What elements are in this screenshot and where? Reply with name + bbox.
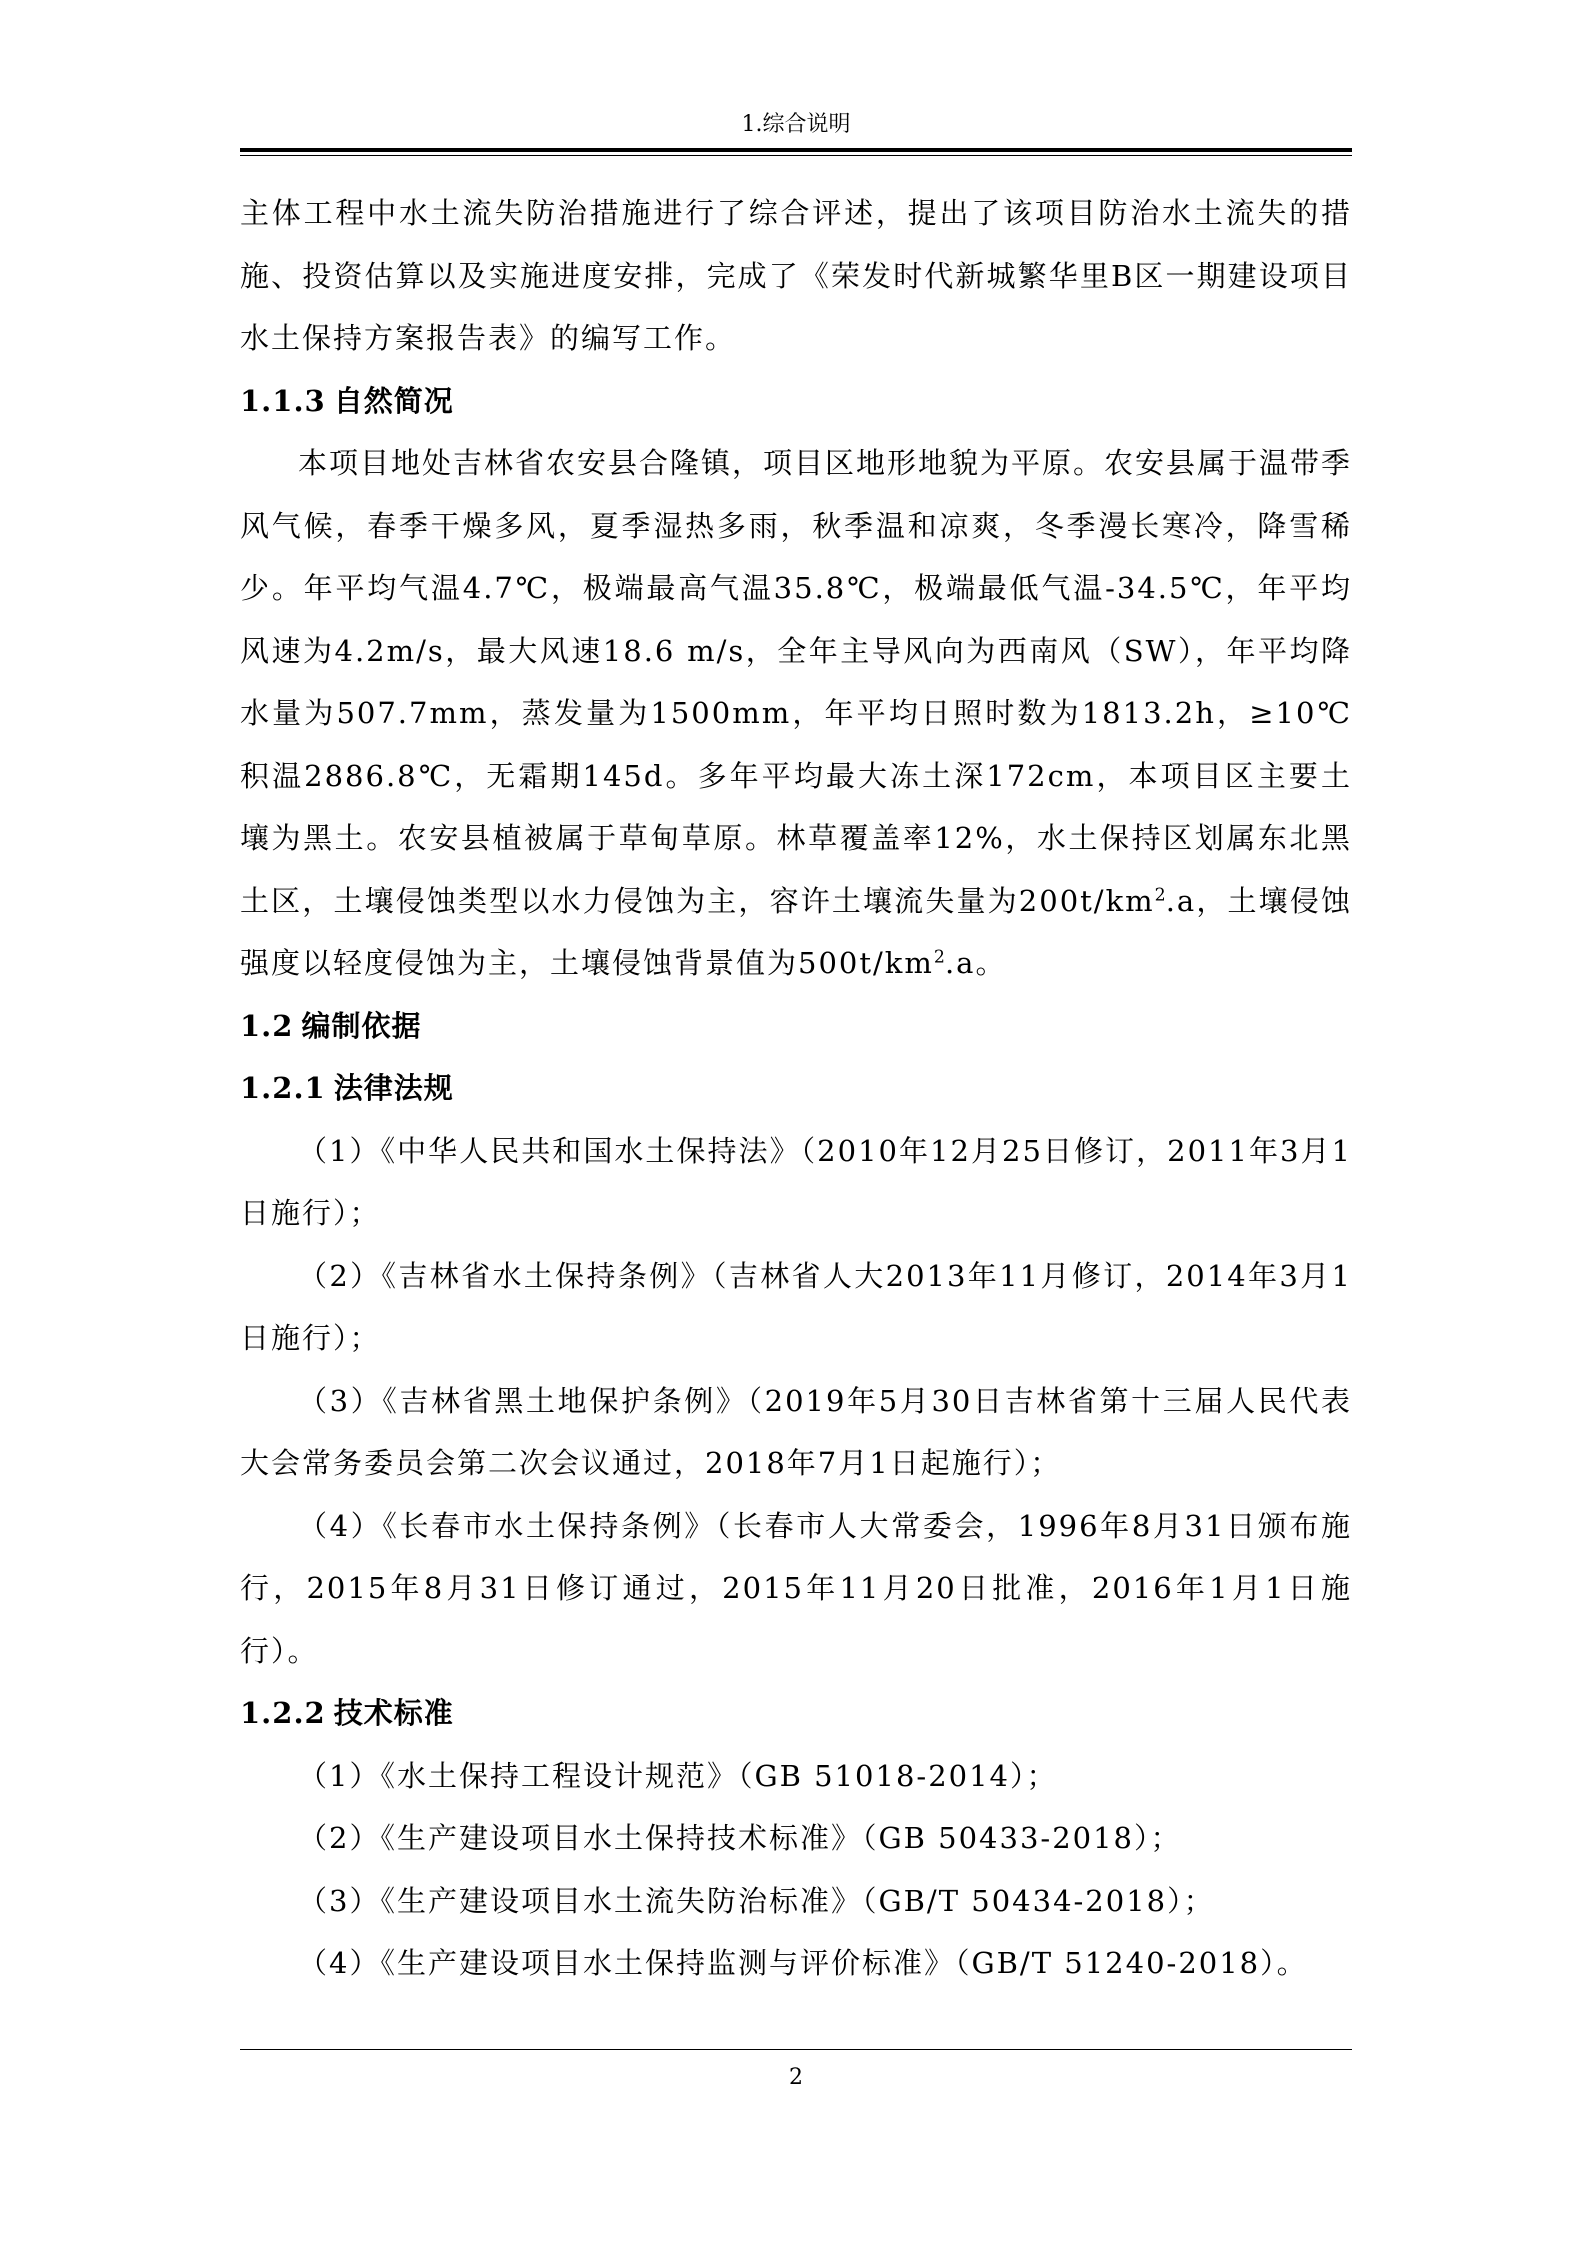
standard-item: （1）《水土保持工程设计规范》（GB 51018-2014）； <box>298 1758 1058 1793</box>
section-heading-1-1-3 <box>240 370 1352 433</box>
section-number: 1.2.1 <box>240 1071 326 1105</box>
paragraph-text: 本项目地处吉林省农安县合隆镇，项目区地形地貌为平原。农安县属于温带季风气候，春季干燥多风，夏季湿热多雨，秋季温和凉爽，冬季漫长寒冷，降雪稀少。年平均气温4.7℃，极端最高气温35.8℃，极端最低气温-34.5℃，年平均风速为4.2m/s，最大风速18.6 m/s，全年主导风向为西南风（SW），年平均降水量为507.7mm，蒸发量为1500mm，年平均日照时数为1813.2h，≥10℃积温2886.8℃，无霜期145d。多年平均最大冻土深172cm，本项目区主要土壤为黑土。农安县植被属于草甸草原。林草覆盖率12%，水土保持区划属东北黑土区，土壤侵蚀类型以水力侵蚀为主，容许土壤流失量为200t/km <box>240 446 1353 918</box>
natural-overview-paragraph <box>240 432 1352 995</box>
section-title: 编制依据 <box>301 1008 422 1043</box>
section-title: 法律法规 <box>333 1071 454 1105</box>
continued-paragraph: 主体工程中水土流失防治措施进行了综合评述，提出了该项目防治水土流失的措施、投资估算以及实施进度安排，完成了《荣发时代新城繁华里B区一期建设项目水土保持方案报告表》的编写工作。 <box>240 196 1352 355</box>
law-item: （1）《中华人民共和国水土保持法》（2010年12月25日修订，2011年3月1日施行）； <box>240 1133 1352 1230</box>
section-heading-1-2-1 <box>240 1057 1352 1120</box>
law-item: （3）《吉林省黑土地保护条例》（2019年5月30日吉林省第十三届人民代表大会常务委员会第二次会议通过，2018年7月1日起施行）； <box>240 1383 1352 1480</box>
running-header: 1.综合说明 <box>741 112 851 137</box>
standard-item: （4）《生产建设项目水土保持监测与评价标准》（GB/T 51240-2018）。 <box>298 1946 1308 1980</box>
standard-item: （2）《生产建设项目水土保持技术标准》（GB 50433-2018）； <box>298 1821 1182 1855</box>
page-number: 2 <box>789 2065 803 2090</box>
section-number: 1.2 <box>240 1008 294 1043</box>
section-number: 1.2.2 <box>240 1696 326 1730</box>
section-title: 技术标准 <box>333 1696 454 1730</box>
document-body <box>240 182 1352 1995</box>
superscript: 2 <box>1154 884 1166 905</box>
section-title: 自然简况 <box>333 383 454 418</box>
footer-rule <box>240 2049 1352 2050</box>
section-heading-1-2 <box>240 995 1352 1058</box>
paragraph-text: .a。 <box>944 946 1007 980</box>
section-number: 1.1.3 <box>240 383 326 418</box>
header-rule-thick <box>240 148 1352 152</box>
section-heading-1-2-2 <box>240 1682 1352 1745</box>
superscript: 2 <box>933 947 945 968</box>
paragraph-text: .a，土壤侵蚀强度以轻度侵蚀为主，土壤侵蚀背景值为500t/km <box>240 883 1352 980</box>
header-rule-thin <box>240 155 1352 156</box>
law-item: （4）《长春市水土保持条例》（长春市人大常委会，1996年8月31日颁布施行，2015年8月31日修订通过，2015年11月20日批准，2016年1月1日施行）。 <box>240 1508 1352 1668</box>
law-item: （2）《吉林省水土保持条例》（吉林省人大2013年11月修订，2014年3月1日施行）； <box>240 1258 1352 1355</box>
standard-item: （3）《生产建设项目水土流失防治标准》（GB/T 50434-2018）； <box>298 1883 1215 1918</box>
